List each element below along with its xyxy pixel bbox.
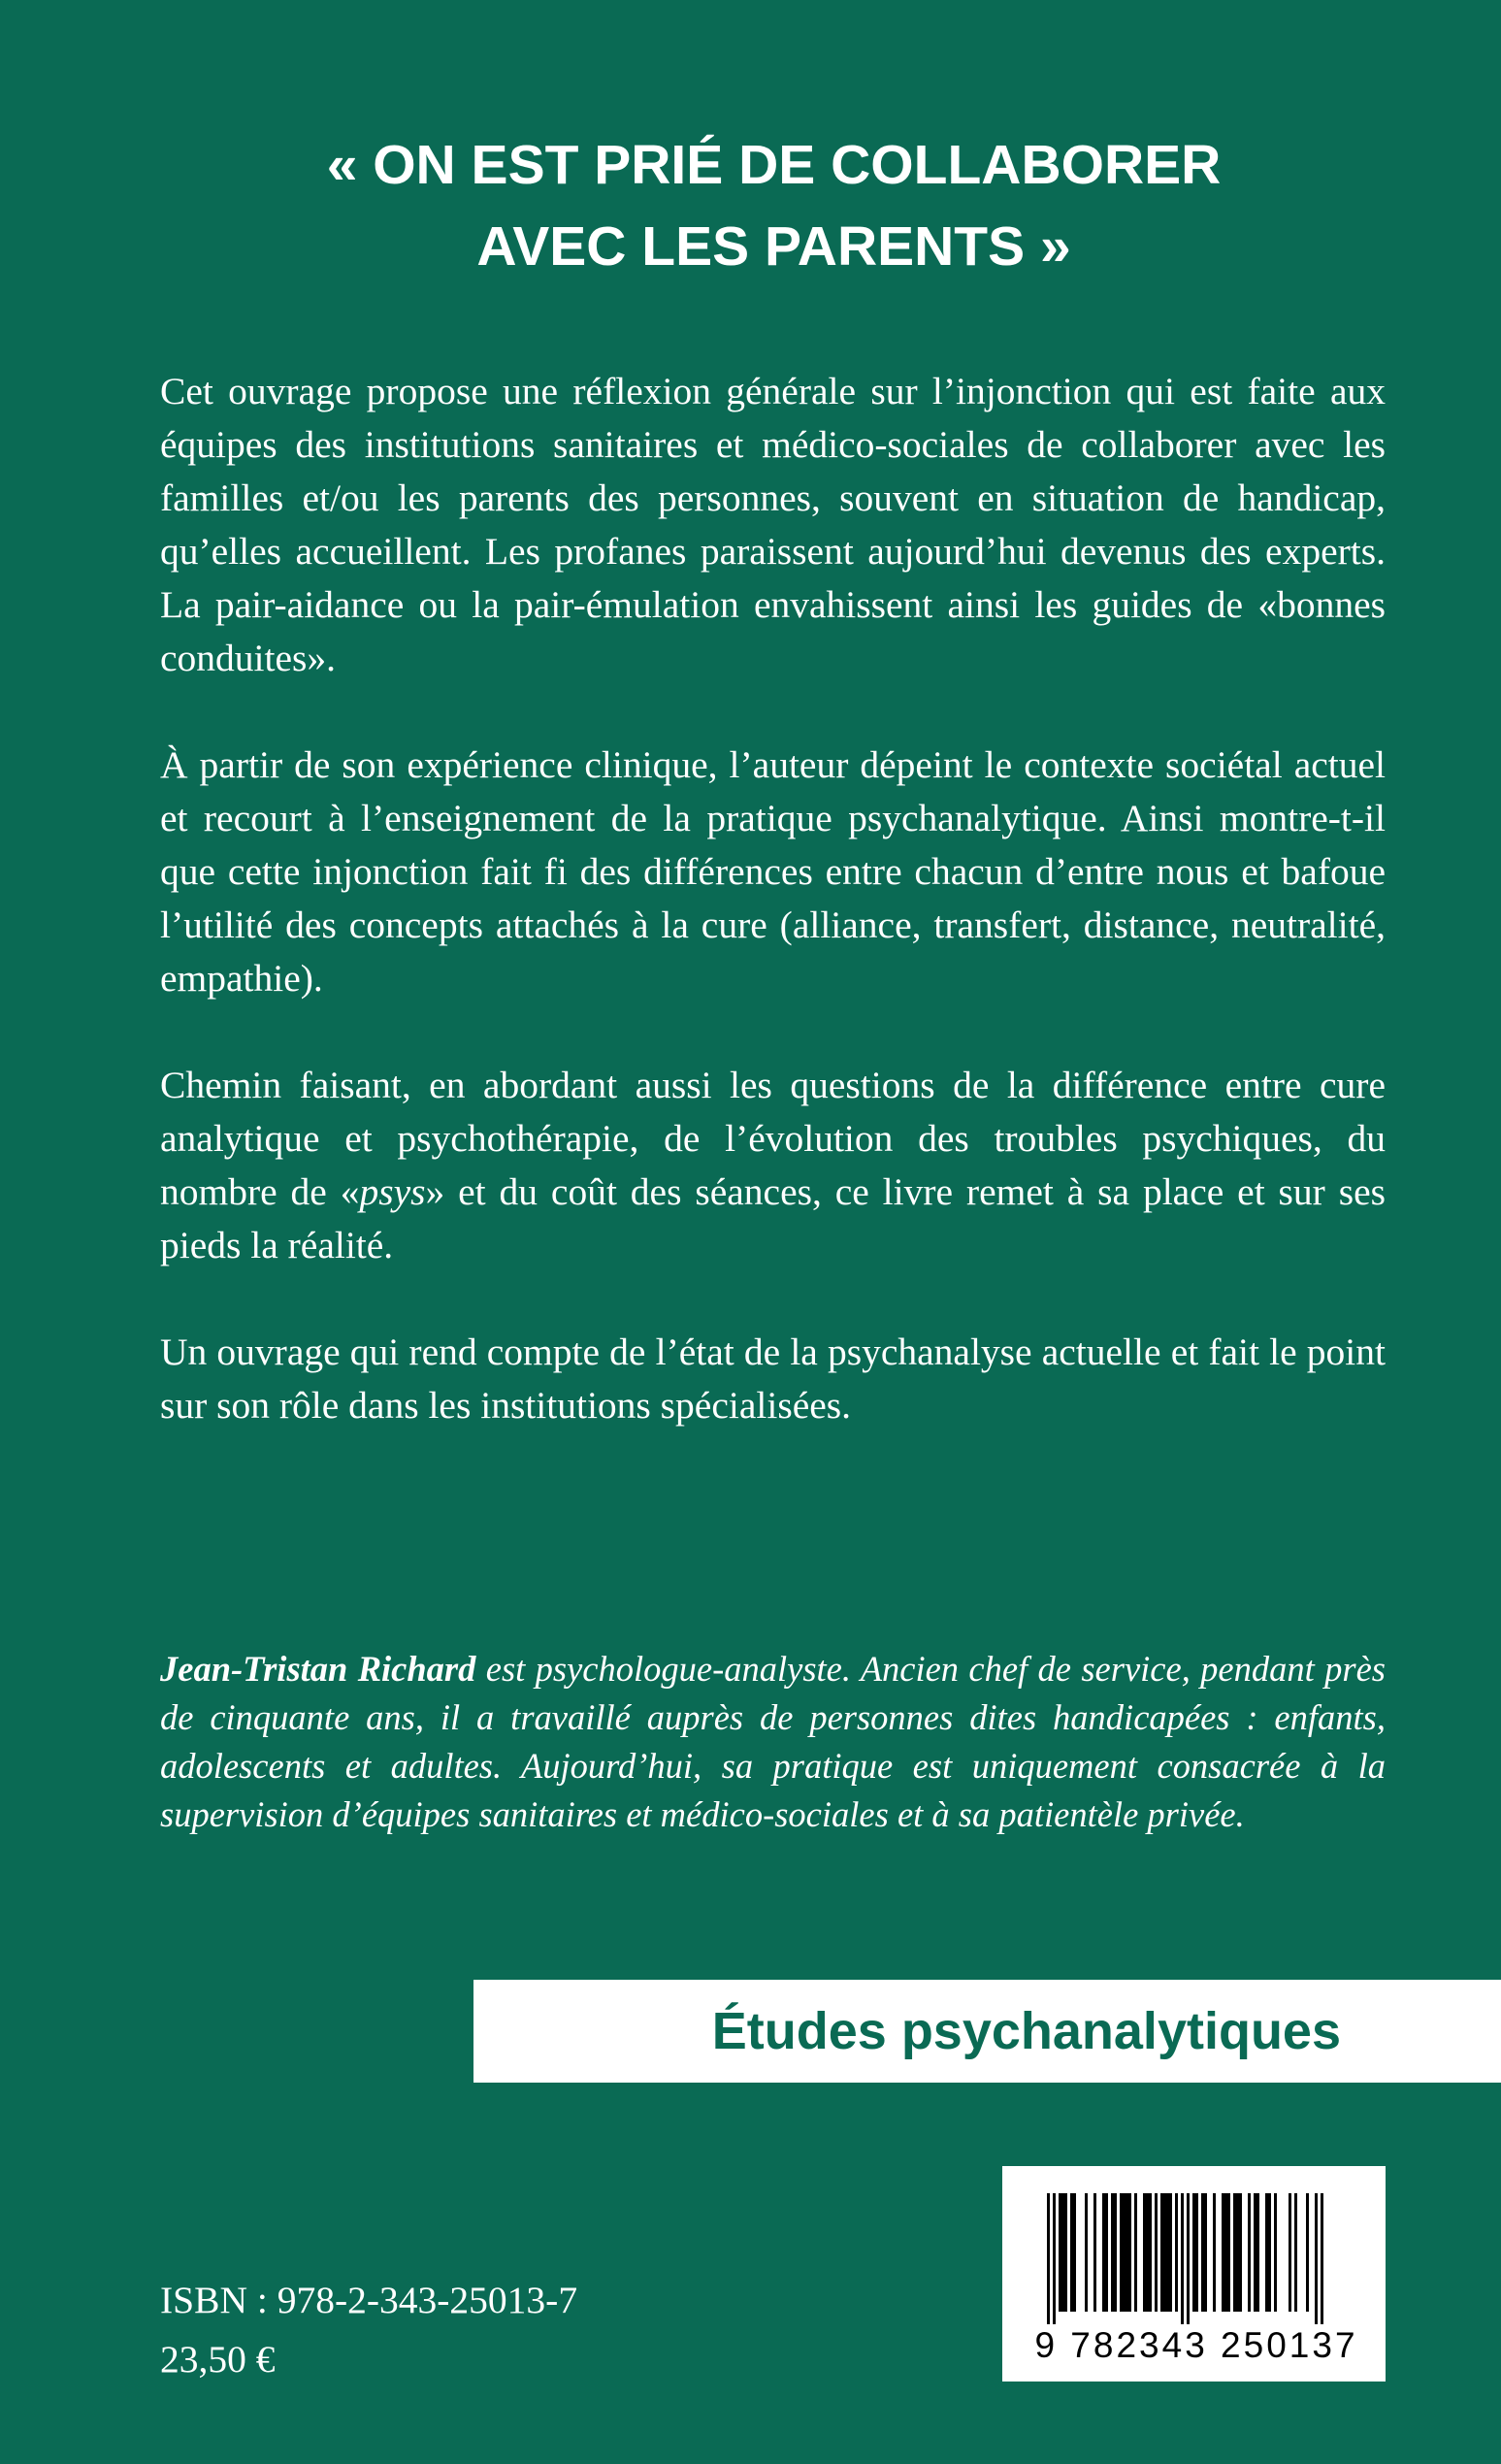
barcode-bar [1149, 2193, 1152, 2312]
barcode-bar [1204, 2193, 1207, 2312]
blurb-paragraph-1: Cet ouvrage propose une réflexion générale sur l’injonction qui est faite aux équipes des institutions sanitaires et médico-sociales de collaborer avec les familles et/ou les parents des personnes, souvent en situation de handicap, qu’elles accueillent. Les profanes paraissent aujourd’hui devenus des experts. La pair-aidance ou la pair-émulation envahissent ainsi les guides de «bonnes conduites». [160, 370, 1386, 679]
barcode-bar [1114, 2193, 1117, 2312]
barcode-bar [1233, 2193, 1236, 2312]
barcode-bar [1128, 2193, 1131, 2312]
author-name: Jean-Tristan Richard [160, 1649, 476, 1689]
paragraph-3-end: » et du coût des séances, ce livre remet à sa place et sur ses pieds la réalité. [160, 1170, 1386, 1266]
price: 23,50 € [160, 2338, 276, 2381]
barcode-bar [1143, 2193, 1146, 2312]
barcode-bar [1265, 2193, 1268, 2312]
barcode-bar [1294, 2193, 1297, 2312]
title-line-2: AVEC LES PARENTS » [476, 215, 1071, 278]
barcode-digits: 9 782343 250137 [1034, 2325, 1358, 2365]
barcode-bar [1070, 2193, 1073, 2312]
barcode-bar [1111, 2193, 1114, 2312]
barcode-bar [1105, 2193, 1108, 2312]
barcode-bar [1227, 2193, 1230, 2312]
barcode-bar [1166, 2193, 1169, 2312]
barcode-bar [1224, 2193, 1227, 2312]
paragraph-3-start: Chemin faisant, en abordant aussi les questions de la différence entre cure analytique et psychothérapie, de l’évolution des troubles psychiques, du nombre de « [160, 1064, 1386, 1213]
barcode-bar [1160, 2193, 1163, 2312]
barcode-bar [1195, 2193, 1198, 2312]
barcode-bar [1236, 2193, 1239, 2312]
barcode-bar [1134, 2193, 1137, 2312]
barcode-bar [1268, 2193, 1271, 2312]
barcode-bar [1256, 2193, 1259, 2312]
barcode [1002, 2166, 1386, 2382]
barcode-bar [1187, 2193, 1190, 2324]
collection-name: Études psychanalytiques [711, 2002, 1341, 2060]
barcode-bar [1274, 2193, 1277, 2312]
barcode-bar [1073, 2193, 1076, 2312]
barcode-bar [1085, 2193, 1088, 2312]
barcode-bars [1047, 2193, 1341, 2324]
barcode-bar [1289, 2193, 1291, 2312]
blurb-paragraph-4: Un ouvrage qui rend compte de l’état de la psychanalyse actuelle et fait le point sur son rôle dans les institutions spécialisées. [160, 1331, 1386, 1427]
paragraph-3-emphasis: psys [359, 1170, 426, 1213]
barcode-bar [1175, 2193, 1178, 2312]
barcode-bar [1181, 2193, 1184, 2324]
barcode-bar [1064, 2193, 1067, 2312]
barcode-bar [1155, 2193, 1158, 2312]
barcode-bar [1254, 2193, 1256, 2312]
author-description: est psychologue-analyste. Ancien chef de service, pendant près de cinquante ans, il a travaillé auprès de personnes dites handicapées : enfants, adolescents et adultes. Aujourd’hui, sa pratique est uniquement consacrée à la supervision d’équipes sanitaires et médico-sociales et à sa patientèle privée. [160, 1649, 1386, 1834]
barcode-bar [1315, 2193, 1318, 2324]
barcode-bar [1102, 2193, 1105, 2312]
barcode-bar [1123, 2193, 1126, 2312]
barcode-bar [1306, 2193, 1309, 2312]
author-bio [160, 1645, 1386, 1839]
barcode-bar [1239, 2193, 1242, 2312]
barcode-bar [1146, 2193, 1149, 2312]
cover-title [116, 124, 1431, 287]
barcode-bar [1126, 2193, 1128, 2312]
barcode-bar [1192, 2193, 1195, 2312]
barcode-bar [1061, 2193, 1064, 2312]
barcode-bar [1169, 2193, 1172, 2312]
barcode-bar [1222, 2193, 1224, 2312]
barcode-bar [1213, 2193, 1216, 2312]
collection-banner [473, 1980, 1501, 2083]
barcode-bar [1120, 2193, 1123, 2312]
barcode-bar [1093, 2193, 1096, 2312]
barcode-bar [1053, 2193, 1056, 2324]
blurb [160, 365, 1386, 1486]
isbn: ISBN : 978-2-343-25013-7 [160, 2279, 578, 2321]
barcode-bar [1047, 2193, 1050, 2324]
barcode-bar [1321, 2193, 1323, 2324]
barcode-bar [1248, 2193, 1251, 2312]
barcode-bar [1201, 2193, 1204, 2312]
barcode-bar [1059, 2193, 1061, 2312]
blurb-paragraph-3 [160, 1059, 1386, 1272]
blurb-paragraph-2: À partir de son expérience clinique, l’auteur dépeint le contexte sociétal actuel et recourt à l’enseignement de la pratique psychanalytique. Ainsi montre-t-il que cette injonction fait fi des différences entre chacun d’entre nous et bafoue l’utilité des concepts attachés à la cure (alliance, transfert, distance, neutralité, empathie). [160, 743, 1386, 1000]
barcode-bar [1163, 2193, 1166, 2312]
title-line-1: « ON EST PRIÉ DE COLLABORER [326, 134, 1222, 196]
